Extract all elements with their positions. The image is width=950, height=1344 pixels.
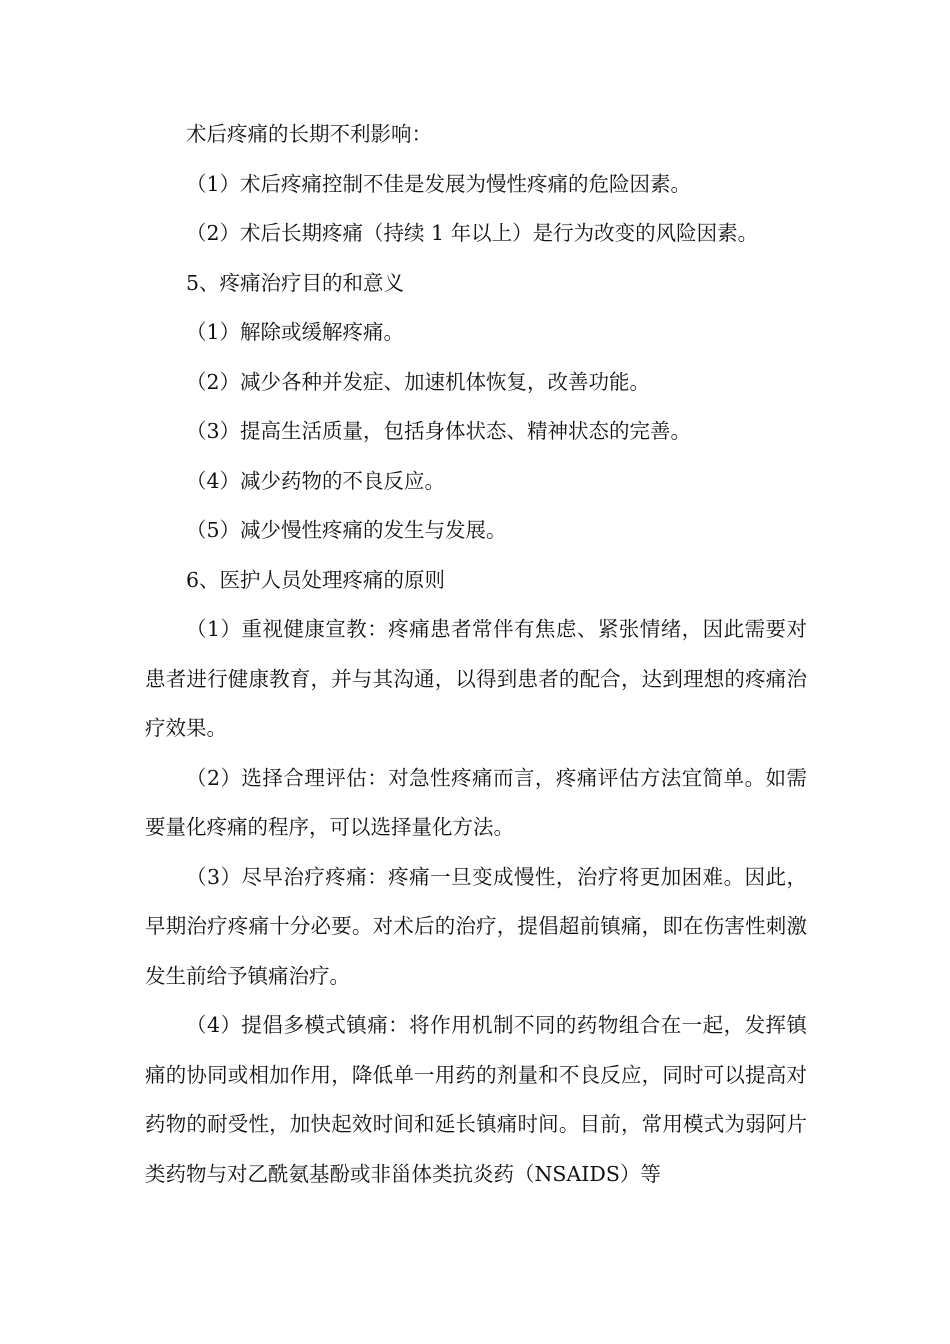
paragraph-principle-1: （1）重视健康宣教：疼痛患者常伴有焦虑、紧张情绪，因此需要对患者进行健康教育，并与其沟通，以得到患者的配合，达到理想的疼痛治疗效果。 <box>145 617 807 740</box>
section-heading-5: 5、疼痛治疗目的和意义 <box>186 270 405 295</box>
paragraph-long-term-effects-heading: 术后疼痛的长期不利影响： <box>186 122 432 146</box>
paragraph-principle-2: （2）选择合理评估：对急性疼痛而言，疼痛评估方法宜简单。如需要量化疼痛的程序，可以选择量化方法。 <box>145 765 807 839</box>
paragraph-principle-4: （4）提倡多模式镇痛：将作用机制不同的药物组合在一起，发挥镇痛的协同或相加作用，降低单一用药的剂量和不良反应，同时可以提高对药物的耐受性，加快起效时间和延长镇痛时间。目前，常用模式为弱阿片类药物与对乙酰氨基酚或非甾体类抗炎药（NSAIDS）等 <box>145 1013 807 1186</box>
paragraph-effect-2: （2）术后长期疼痛（持续 1 年以上）是行为改变的风险因素。 <box>186 221 759 245</box>
paragraph-goal-2: （2）减少各种并发症、加速机体恢复，改善功能。 <box>186 369 651 394</box>
paragraph-goal-1: （1）解除或缓解疼痛。 <box>186 320 405 344</box>
paragraph-goal-4: （4）减少药物的不良反应。 <box>186 468 446 493</box>
document-body <box>145 110 807 1199</box>
section-heading-6: 6、医护人员处理疼痛的原则 <box>186 567 446 592</box>
paragraph-goal-5: （5）减少慢性疼痛的发生与发展。 <box>186 518 507 542</box>
paragraph-principle-3: （3）尽早治疗疼痛：疼痛一旦变成慢性，治疗将更加困难。因此，早期治疗疼痛十分必要。对术后的治疗，提倡超前镇痛，即在伤害性刺激发生前给予镇痛治疗。 <box>145 864 807 988</box>
paragraph-goal-3: （3）提高生活质量，包括身体状态、精神状态的完善。 <box>186 419 692 443</box>
paragraph-effect-1: （1）术后疼痛控制不佳是发展为慢性疼痛的危险因素。 <box>186 171 692 196</box>
